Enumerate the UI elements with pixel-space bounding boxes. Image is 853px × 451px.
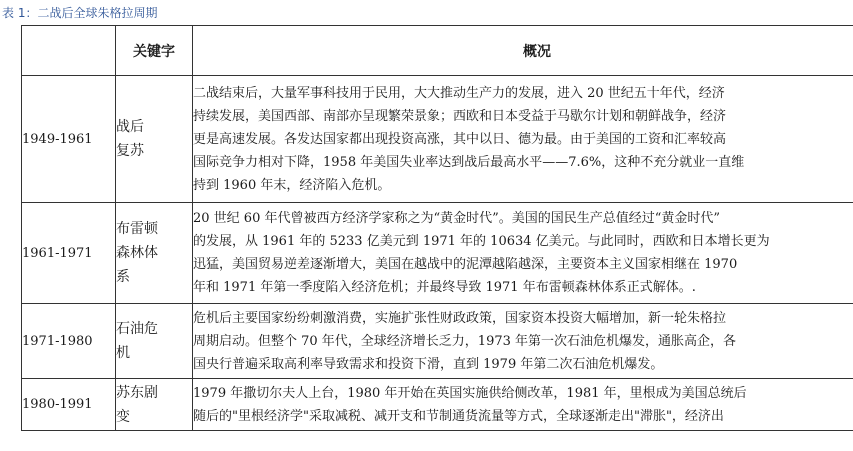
- overview-line: 二战结束后，大量军事科技用于民用，大大推动生产力的发展，进入 20 世纪五十年代，经济: [193, 85, 725, 101]
- overview-line: 周期启动。但整个 70 年代，全球经济增长乏力，1973 年第一次石油危机爆发，通胀高企，各: [193, 333, 737, 349]
- overview-line: 随后的"里根经济学"采取减税、减开支和节制通货流量等方式，全球逐渐走出"滞胀"，经济出: [193, 408, 724, 424]
- keyword-line: 战后: [116, 119, 144, 135]
- keyword-line: 系: [116, 269, 130, 285]
- overview-cell: [193, 304, 853, 379]
- header-period: [22, 26, 116, 76]
- overview-line: 国央行普遍采取高利率导致需求和投资下滑，直到 1979 年第二次石油危机爆发。: [193, 356, 664, 372]
- overview-line: 1979 年撒切尔夫人上台，1980 年开始在英国实施供给侧改革，1981 年，里根成为美国总统后: [193, 385, 747, 401]
- header-keyword: 关键字: [116, 26, 193, 76]
- overview-cell: [193, 203, 853, 304]
- overview-line: 的发展，从 1961 年的 5233 亿美元到 1971 年的 10634 亿美元。与此同时，西欧和日本增长更为: [193, 234, 770, 249]
- keyword-cell: [116, 304, 193, 379]
- overview-cell: [193, 379, 853, 431]
- period-cell: 1980-1991: [22, 379, 116, 431]
- overview-line: 危机后主要国家纷纷刺激消费，实施扩张性财政政策，国家资本投资大幅增加，新一轮朱格拉: [193, 310, 727, 326]
- table-row: [22, 304, 853, 379]
- juglar-cycle-table: [21, 25, 853, 431]
- keyword-line: 复苏: [116, 143, 144, 159]
- keyword-line: 石油危: [116, 321, 158, 337]
- table-row: [22, 379, 853, 431]
- keyword-line: 苏东剧: [116, 384, 158, 401]
- keyword-line: 森林体: [116, 245, 158, 261]
- overview-line: 国际竞争力相对下降，1958 年美国失业率达到战后最高水平——7.6%，这种不充分就业一直维: [193, 154, 745, 170]
- overview-line: 持续发展，美国西部、南部亦呈现繁荣景象；西欧和日本受益于马歇尔计划和朝鲜战争，经济: [193, 108, 727, 124]
- keyword-cell: [116, 76, 193, 203]
- period-cell: 1949-1961: [22, 76, 116, 203]
- keyword-cell: [116, 379, 193, 431]
- keyword-line: 布雷顿: [116, 221, 158, 237]
- period-cell: 1971-1980: [22, 304, 116, 379]
- table-row: [22, 203, 853, 304]
- header-overview: 概况: [193, 26, 853, 76]
- overview-line: 年和 1971 年第一季度陷入经济危机；并最终导致 1971 年布雷顿森林体系正式解体。.: [193, 280, 696, 295]
- table-header-row: [22, 26, 853, 76]
- overview-line: 更是高速发展。各发达国家都出现投资高涨，其中以日、德为最。由于美国的工资和汇率较高: [193, 131, 727, 147]
- period-cell: 1961-1971: [22, 203, 116, 304]
- keyword-cell: [116, 203, 193, 304]
- overview-line: 持到 1960 年末，经济陷入危机。: [193, 177, 391, 193]
- table-caption: 表 1：二战后全球朱格拉周期: [2, 6, 158, 20]
- keyword-line: 机: [116, 345, 130, 361]
- keyword-line: 变: [116, 408, 130, 425]
- table-row: [22, 76, 853, 203]
- overview-line: 20 世纪 60 年代曾被西方经济学家称之为“黄金时代”。美国的国民生产总值经过“黄金时代”: [193, 211, 721, 226]
- overview-cell: [193, 76, 853, 203]
- overview-line: 迅猛，美国贸易逆差逐渐增大，美国在越战中的泥潭越陷越深，主要资本主义国家相继在 1970: [193, 257, 738, 272]
